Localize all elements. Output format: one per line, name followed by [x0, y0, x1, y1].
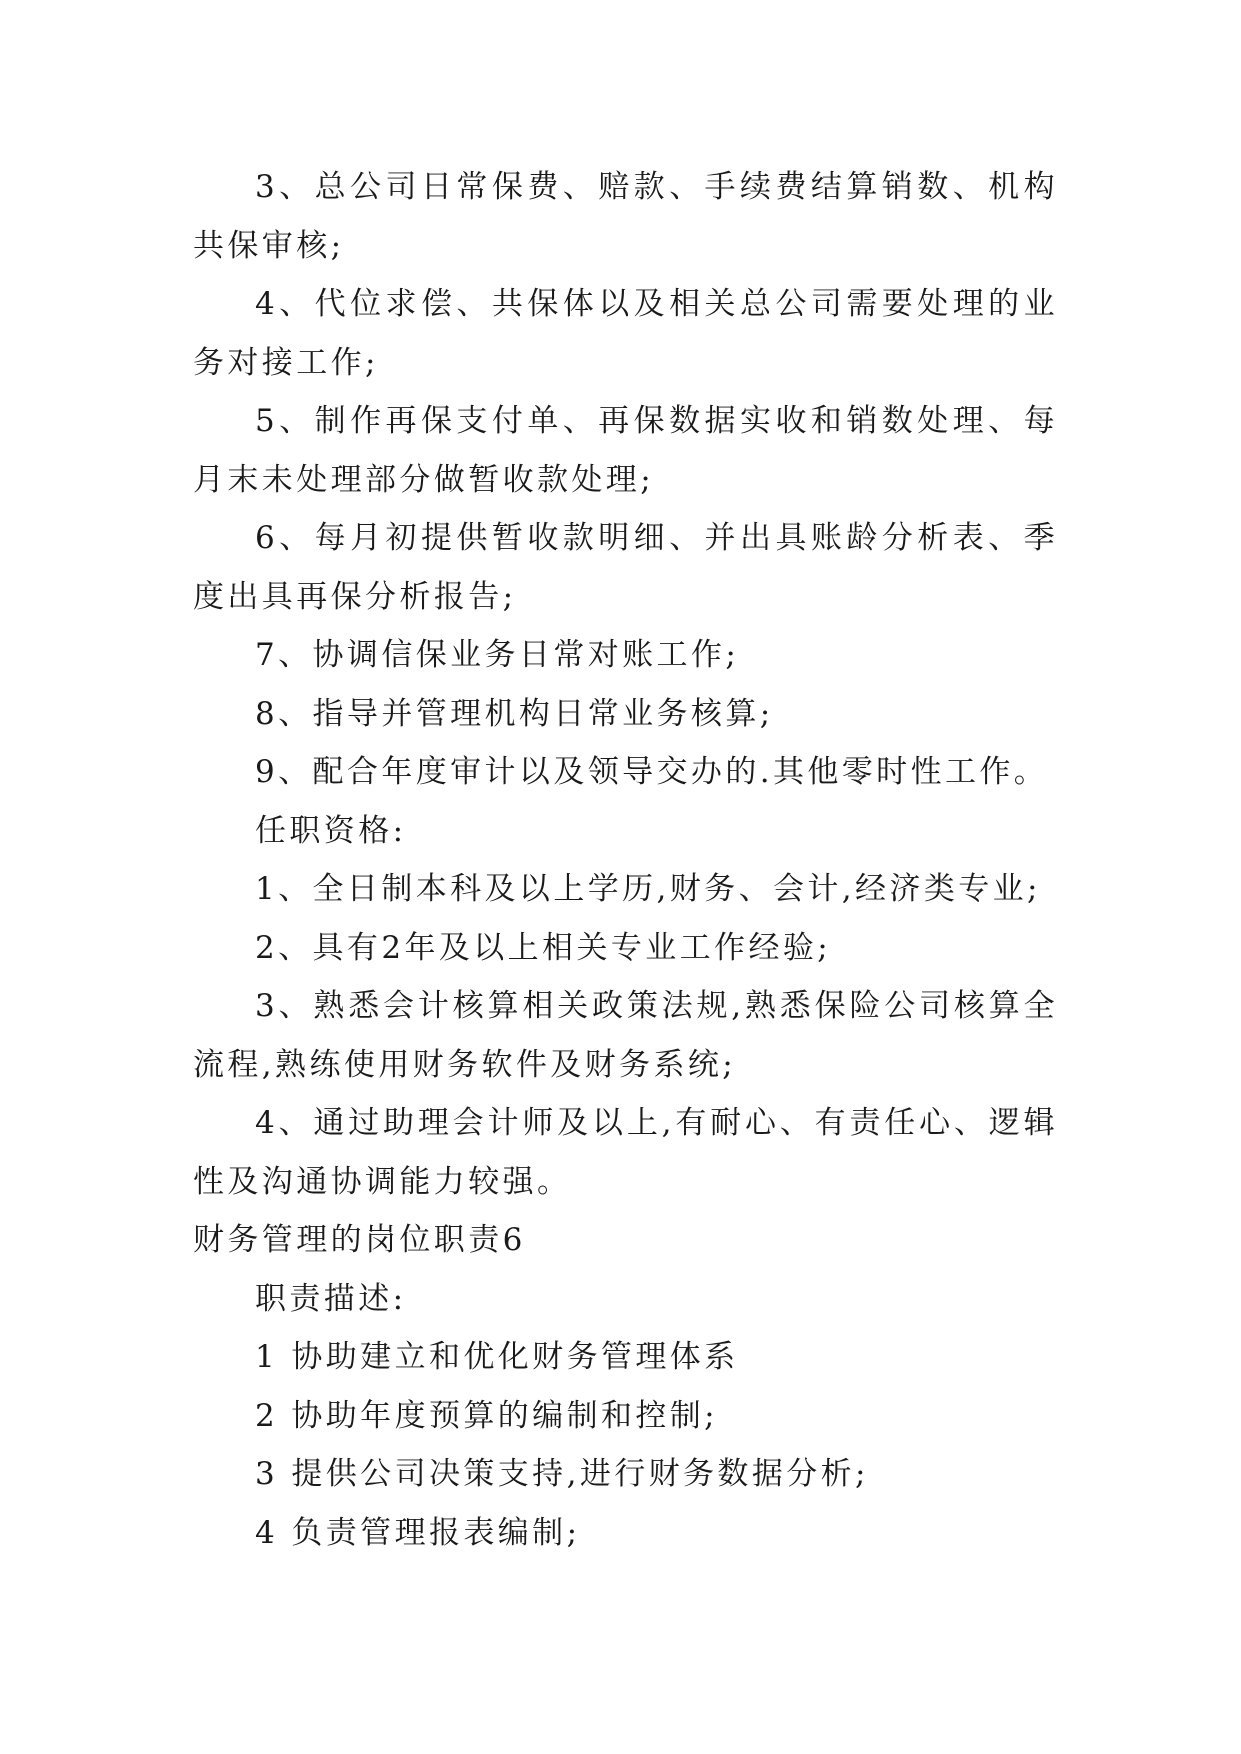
- list-item-description-1: 1 协助建立和优化财务管理体系: [255, 1339, 739, 1375]
- list-item-duty-7: 7、协调信保业务日常对账工作;: [255, 637, 740, 673]
- list-item-qualification-1: 1、全日制本科及以上学历,财务、会计,经济类专业;: [255, 871, 1041, 907]
- list-item-qualification-4: 4、通过助理会计师及以上,有耐心、有责任心、逻辑性及沟通协调能力较强。: [193, 1105, 1058, 1200]
- list-item-duty-9: 9、配合年度审计以及领导交办的.其他零时性工作。: [255, 754, 1049, 790]
- section-title: 财务管理的岗位职责6: [193, 1222, 526, 1258]
- list-item-duty-4: 4、代位求偿、共保体以及相关总公司需要处理的业务对接工作;: [193, 286, 1058, 381]
- list-item-description-4: 4 负责管理报表编制;: [255, 1514, 581, 1551]
- list-item-duty-3: 3、总公司日常保费、赔款、手续费结算销数、机构共保审核;: [193, 169, 1058, 264]
- duty-description-heading: 职责描述:: [255, 1280, 407, 1317]
- list-item-duty-8: 8、指导并管理机构日常业务核算;: [255, 695, 774, 732]
- list-item-duty-5: 5、制作再保支付单、再保数据实收和销数处理、每月末未处理部分做暂收款处理;: [193, 403, 1058, 498]
- qualifications-heading: 任职资格:: [255, 812, 407, 849]
- list-item-qualification-2: 2、具有2年及以上相关专业工作经验;: [255, 929, 832, 966]
- list-item-qualification-3: 3、熟悉会计核算相关政策法规,熟悉保险公司核算全流程,熟练使用财务软件及财务系统;: [193, 988, 1058, 1083]
- list-item-duty-6: 6、每月初提供暂收款明细、并出具账龄分析表、季度出具再保分析报告;: [193, 520, 1058, 615]
- list-item-description-3: 3 提供公司决策支持,进行财务数据分析;: [255, 1456, 869, 1492]
- list-item-description-2: 2 协助年度预算的编制和控制;: [255, 1397, 719, 1434]
- document-body: [193, 158, 1058, 1562]
